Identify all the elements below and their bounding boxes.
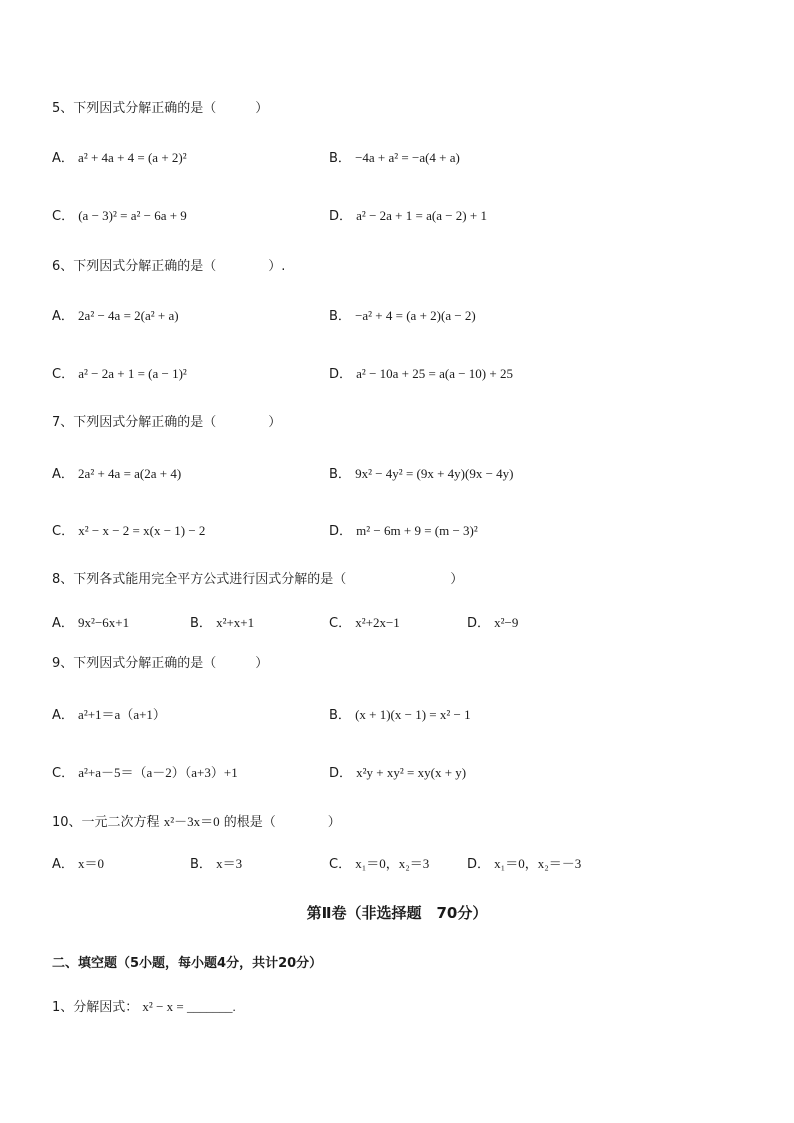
option-expression: (a − 3)² = a² − 6a + 9 [78, 208, 187, 223]
option-label: B． [329, 151, 351, 166]
question-prefix: 1、分解因式： [52, 1000, 139, 1015]
question-5-option-b [329, 149, 460, 168]
question-10-option-d [467, 855, 581, 874]
question-6-option-d [329, 365, 513, 384]
option-expression: m² − 6m + 9 = (m − 3)² [356, 523, 478, 538]
option-expression: −a² + 4 = (a + 2)(a − 2) [355, 308, 476, 323]
option-expression: x²+2x−1 [355, 615, 400, 630]
option-label: B． [190, 857, 212, 872]
question-5-option-d [329, 207, 487, 226]
option-expression: a² − 2a + 1 = (a − 1)² [78, 366, 187, 381]
question-10-option-a [52, 855, 104, 874]
option-label: A． [52, 708, 74, 723]
option-label: A． [52, 616, 74, 631]
option-label: C． [52, 524, 75, 539]
option-expression: 9x² − 4y² = (9x + 4y)(9x − 4y) [355, 466, 514, 481]
question-6-option-c [52, 365, 187, 384]
question-8-option-d [467, 614, 518, 633]
option-label: B． [329, 309, 351, 324]
option-label: D． [329, 524, 353, 539]
option-label: D． [467, 616, 491, 631]
question-5-option-c [52, 207, 187, 226]
option-expression: x＝3 [216, 856, 243, 871]
option-expression: x² − x − 2 = x(x − 1) − 2 [78, 523, 206, 538]
part-2-title: 第Ⅱ卷（非选择题 70分） [306, 904, 488, 922]
question-5-stem: 5、下列因式分解正确的是（ ） [52, 101, 269, 116]
question-6-option-a [52, 307, 179, 326]
option-label: D． [329, 209, 353, 224]
stem-prefix: 10、一元二次方程 [52, 815, 160, 830]
question-9-option-c [52, 764, 238, 783]
option-label: A． [52, 857, 74, 872]
option-label: A． [52, 309, 74, 324]
option-expression: a²+a－5＝（a－2）（a+3）+1 [78, 765, 238, 780]
option-label: A． [52, 151, 74, 166]
stem-equation: x²－3x＝0 [163, 814, 220, 829]
question-7-stem: 7、下列因式分解正确的是（ ） [52, 415, 282, 430]
option-expression: x²+x+1 [216, 615, 255, 630]
question-10-option-c [329, 855, 429, 874]
question-9-stem: 9、下列因式分解正确的是（ ） [52, 656, 269, 671]
question-7-option-b [329, 465, 514, 484]
question-7-option-a [52, 465, 181, 484]
question-6-option-b [329, 307, 476, 326]
option-label: D． [329, 367, 353, 382]
question-9-option-b [329, 706, 471, 725]
option-label: B． [190, 616, 212, 631]
question-8-option-c [329, 614, 400, 633]
option-expression: x₁＝0，x₂＝3 [355, 856, 430, 871]
option-expression: (x + 1)(x − 1) = x² − 1 [355, 707, 471, 722]
option-label: D． [467, 857, 491, 872]
question-5-option-a [52, 149, 187, 168]
option-label: C． [52, 766, 75, 781]
option-expression: 2a² − 4a = 2(a² + a) [78, 308, 179, 323]
option-label: C． [329, 857, 352, 872]
question-8-option-b [190, 614, 254, 633]
option-expression: x²−9 [494, 615, 519, 630]
option-expression: a² + 4a + 4 = (a + 2)² [78, 150, 187, 165]
question-6-stem: 6、下列因式分解正确的是（ ）. [52, 259, 286, 274]
question-10-option-b [190, 855, 242, 874]
option-label: C． [329, 616, 352, 631]
option-label: C． [52, 367, 75, 382]
question-7-option-c [52, 522, 205, 541]
option-label: A． [52, 467, 74, 482]
question-expression: x² − x = _______. [142, 999, 236, 1014]
option-expression: −4a + a² = −a(4 + a) [355, 150, 460, 165]
option-expression: x²y + xy² = xy(x + y) [356, 765, 467, 780]
option-label: D． [329, 766, 353, 781]
option-expression: x＝0 [78, 856, 105, 871]
question-10-stem [52, 813, 341, 832]
option-expression: 2a² + 4a = a(2a + 4) [78, 466, 182, 481]
option-label: B． [329, 467, 351, 482]
question-8-stem: 8、下列各式能用完全平方公式进行因式分解的是（ ） [52, 572, 464, 587]
option-label: C． [52, 209, 75, 224]
question-7-option-d [329, 522, 478, 541]
option-expression: x₁＝0，x₂＝－3 [494, 856, 582, 871]
option-expression: a²+1＝a（a+1） [78, 707, 166, 722]
fill-in-section-heading: 二、填空题（5小题，每小题4分，共计20分） [52, 956, 323, 971]
option-expression: a² − 10a + 25 = a(a − 10) + 25 [356, 366, 513, 381]
question-8-option-a [52, 614, 129, 633]
option-label: B． [329, 708, 351, 723]
question-9-option-d [329, 764, 466, 783]
question-9-option-a [52, 706, 166, 725]
option-expression: 9x²−6x+1 [78, 615, 130, 630]
fill-in-question-1 [52, 998, 236, 1017]
option-expression: a² − 2a + 1 = a(a − 2) + 1 [356, 208, 487, 223]
stem-suffix: 的根是（ ） [223, 815, 341, 830]
